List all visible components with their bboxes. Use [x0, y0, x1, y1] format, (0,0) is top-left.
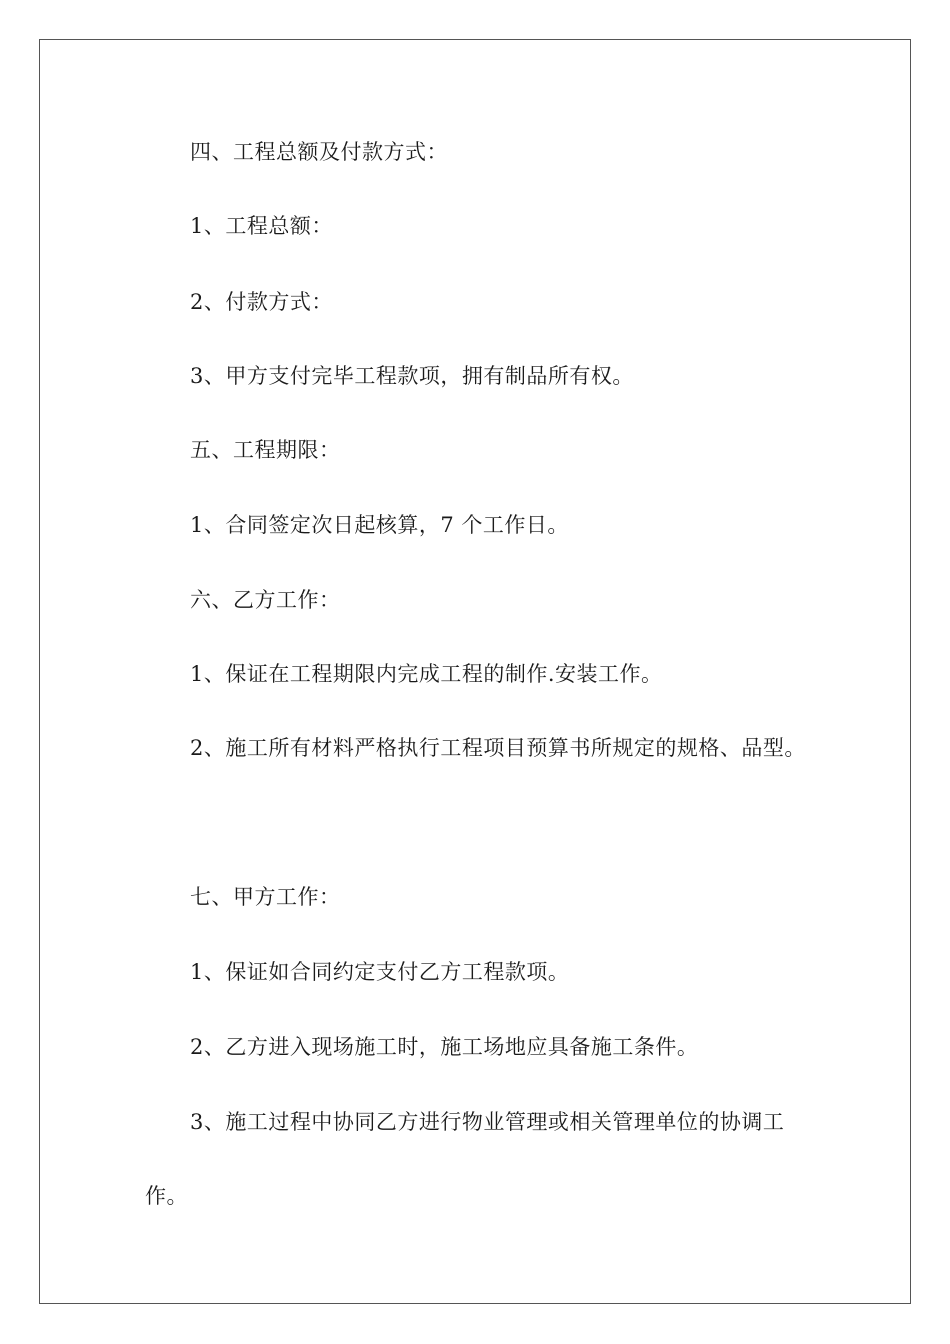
clause-6-2: 2、施工所有材料严格执行工程项目预算书所规定的规格、品型。: [190, 736, 806, 760]
clause-4-1: 1、工程总额：: [190, 214, 333, 238]
clause-4-2: 2、付款方式：: [190, 290, 333, 314]
section-6-heading: 六、乙方工作：: [190, 588, 341, 612]
clause-4-3: 3、甲方支付完毕工程款项，拥有制品所有权。: [190, 364, 634, 388]
clause-6-1: 1、保证在工程期限内完成工程的制作.安装工作。: [190, 662, 663, 686]
section-4-heading: 四、工程总额及付款方式：: [190, 140, 448, 164]
clause-7-3-continuation: 作。: [145, 1184, 188, 1208]
clause-7-3: 3、施工过程中协同乙方进行物业管理或相关管理单位的协调工: [190, 1110, 785, 1134]
section-5-heading: 五、工程期限：: [190, 438, 341, 462]
clause-5-1: 1、合同签定次日起核算，7 个工作日。: [190, 513, 569, 537]
clause-7-2: 2、乙方进入现场施工时，施工场地应具备施工条件。: [190, 1035, 699, 1059]
clause-7-1: 1、保证如合同约定支付乙方工程款项。: [190, 960, 570, 984]
section-7-heading: 七、甲方工作：: [190, 885, 341, 909]
